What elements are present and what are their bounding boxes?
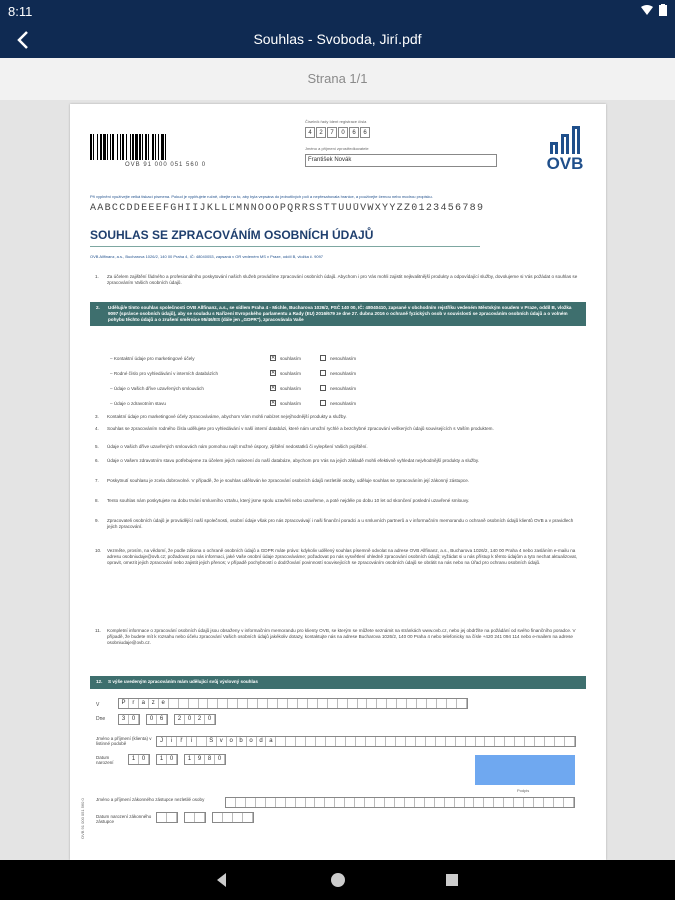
date-group[interactable] [156, 754, 178, 765]
barcode-bar [166, 134, 168, 160]
paragraph-2-banner: 2. Uděluji/e tímto souhlas společnosti OVB Allfinanz, a.s., se sídlem Praha 4 - Michle, Bucharova 1026/2, PSČ 140 00, IČ: 48040410, zapsané v obchodním rejstříku vedeném Městským soudem v Praze, oddíl B, vložka 9097 (správce osobních údajů), aby se souladu s Nařízení Evropského parlamentu a Rady (EU) 2016/679 ze dne 27. dubna 2016 o ochraně fyzických osob v souvislosti se zpracováním osobních údajů a o volném pohybu těchto údajů a o zrušení směrnice 95/46/ES (dále jen „GDPR"), zpracovávala Vaše [90, 302, 586, 326]
consent-yes-label: souhlasím [280, 386, 301, 391]
paragraph-text: Údaje o Vašich dříve uzavřených smlouvách nám pomohou najít možné úspory, zjištění nedostatků či vylepšení Vašich pojištění. [107, 444, 368, 449]
paragraph-number: 4. [95, 426, 99, 431]
form-cell [336, 737, 346, 746]
paragraph-number: 8. [95, 498, 99, 503]
form-cell [228, 699, 238, 708]
id-digit: 0 [338, 127, 348, 138]
heading-divider [90, 246, 480, 247]
form-cell: 3 [119, 715, 129, 724]
date-group[interactable] [184, 754, 226, 765]
form-cell: 0 [205, 715, 215, 724]
form-cell [276, 737, 286, 746]
barcode [90, 134, 240, 160]
form-cell [218, 699, 228, 708]
form-cell [296, 798, 306, 807]
side-code: OVB 91 000 051 560 0 [80, 798, 85, 839]
paragraph-text: Údaje o Vašem zdravotním stavu potřebujeme za účelem jejich nalezení do naší databáze, abychom pro Vás na jejich základě mohli efektivně vyhledat nejvhodnější produkty a služby. [107, 458, 480, 463]
paragraph-number: 5. [95, 444, 99, 449]
paragraph [95, 498, 580, 504]
paragraph [95, 548, 580, 566]
form-cell [315, 798, 325, 807]
form-cell: ř [177, 737, 187, 746]
logo-text: OVB [546, 154, 584, 173]
consent-yes-label: souhlasím [280, 356, 301, 361]
form-cell [157, 813, 167, 822]
form-cell [328, 699, 338, 708]
form-cell: b [237, 737, 247, 746]
form-cell: 0 [139, 755, 149, 764]
form-cell [375, 798, 385, 807]
id-digits [305, 127, 371, 138]
form-cell: i [167, 737, 177, 746]
company-line: OVB Allfinanz, a.s., Bucharova 1026/2, 140 00 Praha 4, IČ: 48040053, zapsaná v OR vedeném MS v Praze, oddíl B, vložka č. 9097 [90, 254, 324, 259]
consent-label: – Rodné číslo pro vyhledávání v interních databázích [110, 371, 219, 376]
form-cell [243, 813, 253, 822]
form-cell [406, 737, 416, 746]
date-group[interactable] [146, 714, 168, 725]
form-cell [345, 798, 355, 807]
paragraph [95, 478, 580, 484]
form-hint: Při vyplnění využívejte velká tiskací písmena. Pokud je vyplňujete ručně, dbejte na to, aby byla vepsána do jednotlivých polí a nepřesahovala hranice, a používejte černou nebo modrou propisku. [90, 194, 433, 199]
form-cell [326, 737, 336, 746]
form-cell [185, 813, 195, 822]
form-cell [213, 813, 223, 822]
form-cell [276, 798, 286, 807]
form-cell: 0 [167, 755, 177, 764]
form-cell [377, 699, 387, 708]
form-cell: 1 [185, 755, 195, 764]
wifi-icon [641, 5, 653, 16]
form-cell [554, 798, 564, 807]
form-cell [485, 737, 495, 746]
form-cell [248, 699, 258, 708]
name-label: Jméno a příjmení (klienta) v listinné podobě [96, 736, 152, 746]
form-cell: a [266, 737, 276, 746]
paragraph [95, 458, 580, 464]
advisor-label: Jméno a příjmení zprostředkovatele [305, 146, 369, 151]
form-cell [524, 798, 534, 807]
form-cell [268, 699, 278, 708]
form-cell: 2 [195, 715, 205, 724]
consent-no-checkbox[interactable] [320, 370, 326, 376]
form-cell: r [129, 699, 139, 708]
paragraph-12-banner: 12. S výše uvedeným zpracováním mám udělující svůj výslovný souhlas [90, 676, 586, 689]
form-cell [286, 798, 296, 807]
birth-label: Datum narození [96, 755, 114, 765]
form-cell [555, 737, 565, 746]
form-cell [256, 798, 266, 807]
form-cell [545, 737, 555, 746]
form-cell [535, 737, 545, 746]
form-cell: P [119, 699, 129, 708]
form-cell [426, 737, 436, 746]
guardian-label: Jméno a příjmení zákonného zástupce nezletilé osoby [96, 797, 205, 802]
consent-yes-checkbox[interactable]: ✕ [271, 370, 276, 376]
form-cell [544, 798, 554, 807]
form-cell [338, 699, 348, 708]
consent-yes-label: souhlasím [280, 371, 301, 376]
form-cell [484, 798, 494, 807]
document-heading: SOUHLAS SE ZPRACOVÁNÍM OSOBNÍCH ÚDAJŮ [90, 228, 374, 242]
nav-home-icon[interactable] [328, 870, 348, 890]
paragraph-text: Zpracovateli osobních údajů je provádějící naší společnosti, osobní údaje však pro nás zpracovávají i naši finanční poradci a u smluvních partnerů a v informačním memorandu o ochraně osobních údajů klientů OVB a v pravidlech jejich zpracování. [107, 518, 574, 529]
form-cell [278, 699, 288, 708]
form-cell [356, 737, 366, 746]
form-cell [355, 798, 365, 807]
form-cell: 8 [205, 755, 215, 764]
form-cell: a [139, 699, 149, 708]
form-cell [365, 798, 375, 807]
id-digit: 2 [316, 127, 326, 138]
form-cell: v [217, 737, 227, 746]
form-cell [385, 798, 395, 807]
form-cell: z [149, 699, 159, 708]
form-cell: 0 [215, 755, 225, 764]
pdf-viewer[interactable] [0, 100, 675, 860]
form-cell [266, 798, 276, 807]
form-cell [504, 798, 514, 807]
form-cell [367, 699, 377, 708]
form-cell [226, 798, 236, 807]
form-cell [465, 798, 475, 807]
form-cell [208, 699, 218, 708]
form-cell [415, 798, 425, 807]
system-nav-bar [0, 860, 675, 900]
form-cell [494, 798, 504, 807]
form-cell [416, 737, 426, 746]
consent-label: – Údaje o zdravotním stavu [110, 401, 166, 406]
date-group[interactable] [128, 754, 150, 765]
form-cell [407, 699, 417, 708]
form-cell [514, 798, 524, 807]
form-cell [288, 699, 298, 708]
signature-box[interactable] [475, 755, 575, 785]
form-cell [325, 798, 335, 807]
paragraph-number: 10. [95, 548, 102, 553]
date-group[interactable] [118, 714, 140, 725]
form-cell [405, 798, 415, 807]
form-cell [346, 737, 356, 746]
form-cell [348, 699, 358, 708]
consent-no-checkbox[interactable] [320, 355, 326, 361]
form-cell [425, 798, 435, 807]
status-bar [0, 0, 675, 22]
consent-yes-label: souhlasím [280, 401, 301, 406]
place-label: V [96, 702, 100, 708]
form-cell [476, 737, 486, 746]
consent-no-checkbox[interactable] [320, 385, 326, 391]
form-cell [505, 737, 515, 746]
form-cell [167, 813, 177, 822]
id-digit: 7 [327, 127, 337, 138]
form-cell: í [187, 737, 197, 746]
page-indicator: Strana 1/1 [0, 58, 675, 100]
form-cell [427, 699, 437, 708]
consent-no-checkbox[interactable] [320, 400, 326, 406]
form-cell [437, 699, 447, 708]
form-cell [436, 737, 446, 746]
consent-yes-checkbox[interactable]: ✕ [271, 385, 276, 391]
form-cell: 9 [195, 755, 205, 764]
form-cell: o [247, 737, 257, 746]
battery-icon [659, 4, 667, 16]
form-cell [417, 699, 427, 708]
paragraph-number: 11. [95, 628, 102, 633]
id-digit: 6 [349, 127, 359, 138]
paragraph-text: Tento souhlas nám poskytujete na dobu trvání smluvního vztahu, který jsme spolu uzavřeli nebo uzavřeme, a poté nejdéle po dobu 10 let od skončení poslední uzavřené smlouvy. [107, 498, 470, 503]
nav-recents-icon[interactable] [442, 870, 462, 890]
form-cell [316, 737, 326, 746]
form-cell [376, 737, 386, 746]
form-cell [169, 699, 179, 708]
form-cell [199, 699, 209, 708]
form-cell [445, 798, 455, 807]
form-cell [258, 699, 268, 708]
form-cell: 0 [129, 715, 139, 724]
form-cell: S [207, 737, 217, 746]
status-time: 8:11 [8, 4, 33, 19]
form-cell [525, 737, 535, 746]
form-cell [335, 798, 345, 807]
consent-no-label: nesouhlasím [330, 371, 357, 376]
paragraph [95, 426, 580, 432]
form-cell [246, 798, 256, 807]
form-cell [306, 798, 316, 807]
date-group[interactable] [174, 714, 216, 725]
document-title: Souhlas - Svoboda, Jirí.pdf [253, 31, 422, 47]
paragraph [95, 518, 580, 530]
form-cell [298, 699, 308, 708]
form-cell: d [257, 737, 267, 746]
form-cell: e [159, 699, 169, 708]
form-cell: J [157, 737, 167, 746]
date-group[interactable] [212, 812, 254, 823]
paragraph [95, 414, 580, 420]
form-cell [455, 798, 465, 807]
form-cell [495, 737, 505, 746]
form-cell [306, 737, 316, 746]
form-cell [387, 699, 397, 708]
form-cell [397, 699, 407, 708]
form-cell [308, 699, 318, 708]
form-cell [565, 737, 575, 746]
consent-no-label: nesouhlasím [330, 356, 357, 361]
paragraph [95, 628, 580, 646]
id-digit: 4 [305, 127, 315, 138]
form-cell: 2 [175, 715, 185, 724]
consent-label: – Kontaktní údaje pro marketingové účely [110, 356, 195, 361]
form-cell [358, 699, 368, 708]
form-cell [179, 699, 189, 708]
form-cell [395, 798, 405, 807]
date-group[interactable] [156, 812, 178, 823]
paragraph-number: 6. [95, 458, 99, 463]
consent-no-label: nesouhlasím [330, 386, 357, 391]
form-cell [318, 699, 328, 708]
consent-no-label: nesouhlasím [330, 401, 357, 406]
form-cell [446, 737, 456, 746]
form-cell [456, 737, 466, 746]
app-bar [0, 22, 675, 58]
signature-label: Podpis [517, 788, 530, 793]
guardian-name-field[interactable] [225, 797, 575, 808]
date-group[interactable] [184, 812, 206, 823]
form-cell [515, 737, 525, 746]
form-cell [474, 798, 484, 807]
client-name-field[interactable] [156, 736, 576, 747]
barcode-number: OVB 91 000 051 560 0 [125, 162, 207, 168]
form-cell [396, 737, 406, 746]
nav-back-icon[interactable] [212, 870, 232, 890]
form-cell [296, 737, 306, 746]
form-cell [386, 737, 396, 746]
form-cell [238, 699, 248, 708]
form-cell: 6 [157, 715, 167, 724]
form-cell: 0 [185, 715, 195, 724]
paragraph-1: 1. Za účelem zajištění řádného a profesionálního poskytování našich služeb provádíme zpracování osobních údajů. Abychom i pro Vás mohli zajistit nejkvalitnější produkty a odpovídající služby, dovolujeme si Vás požádat o souhlas se zpracováním Vašich osobních údajů. [95, 274, 578, 285]
form-cell [197, 737, 207, 746]
advisor-name-field: František Novák [305, 154, 497, 167]
form-cell [366, 737, 376, 746]
form-cell [189, 699, 199, 708]
consent-yes-checkbox[interactable]: ✕ [271, 400, 276, 406]
form-cell [236, 798, 246, 807]
paragraph [95, 444, 580, 450]
id-label: Číselník řady Ident registrace čísla [305, 119, 367, 124]
form-cell [564, 798, 574, 807]
form-cell [233, 813, 243, 822]
form-cell [457, 699, 467, 708]
form-cell [286, 737, 296, 746]
guardian-birth-label: Datum narození zákonného zástupce [96, 814, 152, 824]
form-cell [435, 798, 445, 807]
consent-label: – Údaje o Vašich dříve uzavřených smlouvách [110, 386, 204, 391]
consent-yes-checkbox[interactable]: ✕ [271, 355, 276, 361]
place-field[interactable] [118, 698, 468, 709]
form-cell [466, 737, 476, 746]
ovb-logo [540, 124, 590, 178]
form-cell [223, 813, 233, 822]
paragraph-text: Vezměte, prosím, na vědomí, že podle zákona o ochraně osobních údajů a GDPR máte právo: kdykoliv udělený souhlas písemně odvolat na adrese OVB Allfinanz, a.s., Bucharova 1026/2, 140 00 Praha 4 nebo zasláním e-mailu na adresu osobniudaje@ovb.cz; požadovat po nás informaci, jaké Vaše osobní údaje zpracováváme; požadovat po nás vysvětlení ohledně zpracování osobních údajů; vyžádat si u nás přístup k těmto údajům a tyto nechat aktualizovat, opravit, omezit jejich zpracování nebo zajistit jejich přenos; v případě pochybností o dodržování povinností souvisejících se zpracováním osobních údajů se obrátit na nás nebo na Úřad pro ochranu osobních údajů. [107, 548, 578, 565]
paragraph-number: 9. [95, 518, 99, 523]
form-cell [195, 813, 205, 822]
paragraph-text: Kompletní informace o zpracování osobních údajů jsou obsaženy v informačním memorandu pro klienty OVB, se kterým se můžete seznámit na stránkách www.ovb.cz, nebo jej obdržíte na požádání od svého finančního poradce. V případě, že budete mít k rozsahu nebo účelu zpracování Vašich osobních údajů jakékoliv dotazy, kontaktujte nás na adrese Bucharova 1026/2, 140 00 Praha 4 nebo telefonicky na čísle +420 241 094 114 nebo e-mailem na adrese osobniudaje@ovb.cz. [107, 628, 576, 645]
date-label: Dne [96, 716, 106, 722]
paragraph-text: Kontaktní údaje pro marketingové účely zpracováváme, abychom Vám mohli nabízet nejvýhodnější produkty a služby. [107, 414, 347, 419]
form-cell: 0 [147, 715, 157, 724]
id-digit: 6 [360, 127, 370, 138]
paragraph-number: 3. [95, 414, 99, 419]
alphabet-sample: AÁBCČDĎEÉĚFGHIÍJKLĹĽMNŇOÓÔPQRŘSŠTŤUÚŮVWXYÝZŽ0123456789 [90, 203, 485, 214]
pdf-page [70, 104, 606, 860]
form-cell [534, 798, 544, 807]
form-cell: 1 [157, 755, 167, 764]
paragraph-text: Poskytnutí souhlasu je zcela dobrovolné. V případě, že je souhlas udělován ke zpracování osobních údajů nezletilé osoby, uděluje souhlas se zpracováním její zákonný zástupce. [107, 478, 470, 483]
paragraph-number: 7. [95, 478, 99, 483]
form-cell: 1 [129, 755, 139, 764]
status-icons [641, 4, 667, 16]
paragraph-text: Souhlas se zpracováním rodného čísla udělujete pro vyhledávání v naší interní databázi, které nám umožní rychlé a bezchybné zpracování veškerých údajů souvisejících s Vaším produktem. [107, 426, 494, 431]
form-cell [447, 699, 457, 708]
form-cell: o [227, 737, 237, 746]
